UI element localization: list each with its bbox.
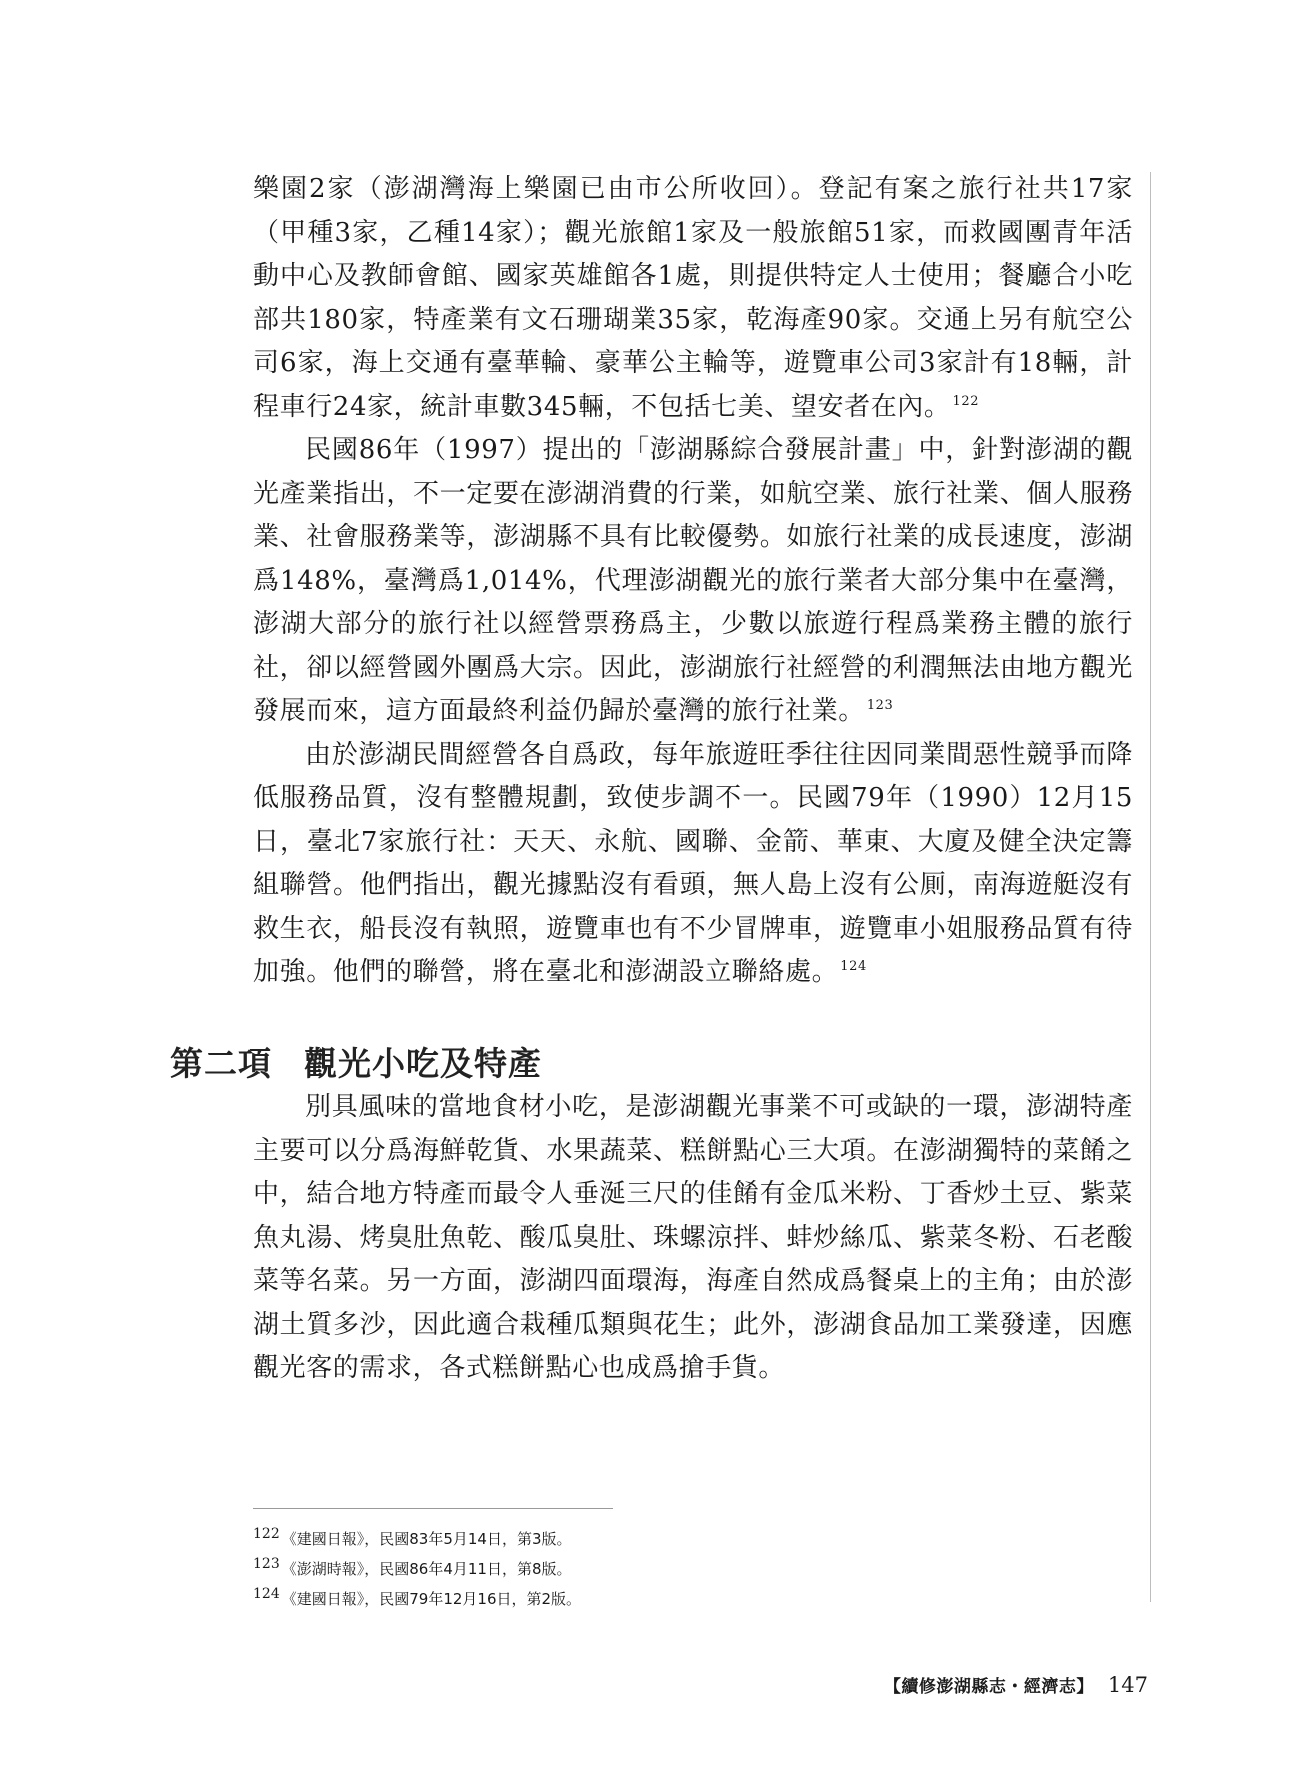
footnote-122: 122 《建國日報》，民國83年5月14日，第3版。 bbox=[253, 1526, 572, 1548]
footnote-123: 123 《澎湖時報》，民國86年4月11日，第8版。 bbox=[253, 1556, 572, 1578]
book-title: 【續修澎湖縣志・經濟志】 bbox=[883, 1677, 1094, 1697]
body-text bbox=[253, 168, 1133, 995]
margin-rule bbox=[1150, 172, 1151, 1602]
footnote-divider bbox=[253, 1508, 613, 1509]
section-heading bbox=[170, 1038, 542, 1085]
running-footer bbox=[884, 1672, 1148, 1697]
section-body bbox=[253, 1086, 1133, 1391]
footnote-ref-122: 122 bbox=[952, 393, 980, 409]
paragraph-2: 民國86年（1997）提出的「澎湖縣綜合發展計畫」中，針對澎湖的觀光產業指出，不一定要在澎湖消費的行業，如航空業、旅行社業、個人服務業、社會服務業等，澎湖縣不具有比較優勢。如旅行社業的成長速度，澎湖爲148%，臺灣爲1,014%，代理澎湖觀光的旅行業者大部分集中在臺灣，澎湖大部分的旅行社以經營票務爲主，少數以旅遊行程爲業務主體的旅行社，卻以經營國外團爲大宗。因此，澎湖旅行社經營的利潤無法由地方觀光發展而來，這方面最終利益仍歸於臺灣的旅行社業。 $^{123}$ bbox=[253, 435, 1133, 726]
section-number: 第二項 bbox=[170, 1044, 272, 1083]
paragraph-1: 樂園2家（澎湖灣海上樂園已由市公所收回）。登記有案之旅行社共17家（甲種3家，乙種14家）；觀光旅館1家及一般旅館51家，而救國團青年活動中心及教師會館、國家英雄館各1處，則提供特定人士使用；餐廳合小吃部共180家，特產業有文石珊瑚業35家，乾海產90家。交通上另有航空公司6家，海上交通有臺華輪、豪華公主輪等，遊覽車公司3家計有18輛，計程車行24家，統計車數345輛，不包括七美、望安者在內。 $^{122}$ bbox=[253, 174, 1133, 422]
section-paragraph: 別具風味的當地食材小吃，是澎湖觀光事業不可或缺的一環，澎湖特產主要可以分爲海鮮乾貨、水果蔬菜、糕餅點心三大項。在澎湖獨特的菜餚之中，結合地方特產而最令人垂涎三尺的佳餚有金瓜米粉、丁香炒土豆、紫菜魚丸湯、烤臭肚魚乾、酸瓜臭肚、珠螺涼拌、蚌炒絲瓜、紫菜冬粉、石老酸菜等名菜。另一方面，澎湖四面環海，海產自然成爲餐桌上的主角；由於澎湖土質多沙，因此適合栽種瓜類與花生；此外，澎湖食品加工業發達，因應觀光客的需求，各式糕餅點心也成爲搶手貨。 bbox=[253, 1092, 1133, 1383]
footnote-ref-123: 123 bbox=[866, 698, 894, 714]
footnotes bbox=[253, 1522, 1133, 1612]
page-number: 147 bbox=[1107, 1673, 1148, 1697]
section-title: 觀光小吃及特產 bbox=[304, 1044, 542, 1083]
footnote-ref-124: 124 bbox=[840, 959, 867, 975]
paragraph-3: 由於澎湖民間經營各自爲政，每年旅遊旺季往往因同業間惡性競爭而降低服務品質，沒有整體規劃，致使步調不一。民國79年（1990）12月15日，臺北7家旅行社：天天、永航、國聯、金箭、華東、大廈及健全決定籌組聯營。他們指出，觀光據點沒有看頭，無人島上沒有公厠，南海遊艇沒有救生衣，船長沒有執照，遊覽車也有不少冒牌車，遊覽車小姐服務品質有待加強。他們的聯營，將在臺北和澎湖設立聯絡處。 $^{124}$ bbox=[253, 739, 1133, 987]
footnote-124: 124 《建國日報》，民國79年12月16日，第2版。 bbox=[253, 1586, 582, 1608]
